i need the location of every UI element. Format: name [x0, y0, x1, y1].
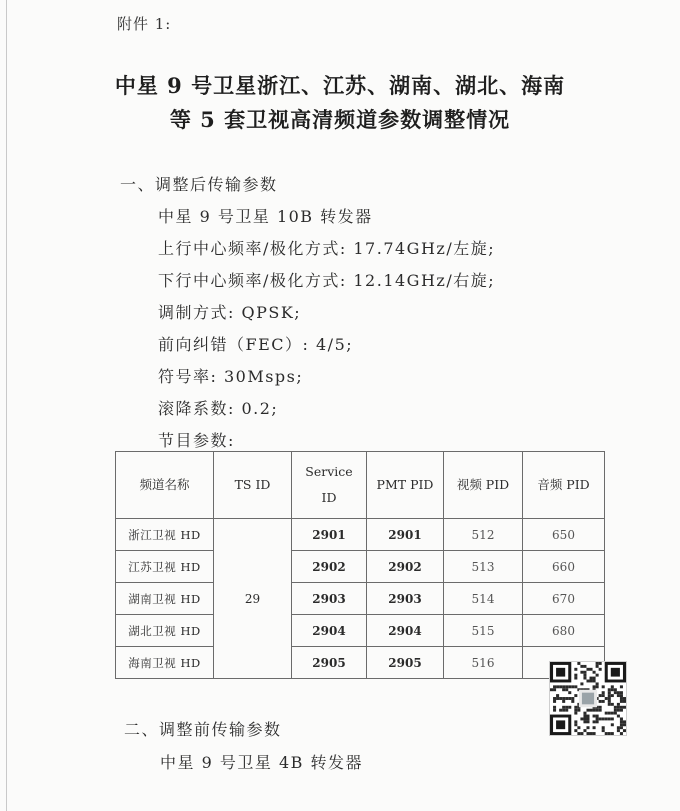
video-pid-cell: 513 — [444, 551, 523, 583]
qr-code-graphic — [550, 662, 626, 735]
channel-name-cell: 浙江卫视 HD — [116, 519, 214, 551]
service-id-cell: 2902 — [292, 551, 367, 583]
header-service-id-line2: ID — [321, 490, 337, 505]
document-title-line1: 中星 9 号卫星浙江、江苏、湖南、湖北、海南 — [114, 73, 566, 98]
header-pmt-pid: PMT PID — [367, 452, 444, 519]
audio-pid-cell: 670 — [523, 583, 605, 615]
section1-heading: 一、调整后传输参数 — [120, 175, 278, 194]
table-row — [116, 519, 605, 551]
section2-heading: 二、调整前传输参数 — [124, 720, 282, 739]
video-pid-cell: 515 — [444, 615, 523, 647]
audio-pid-cell: 660 — [523, 551, 605, 583]
fec-line: 前向纠错（FEC）: 4/5; — [158, 335, 354, 354]
service-id-cell: 2903 — [292, 583, 367, 615]
program-parameters-table — [115, 451, 605, 679]
channel-name-cell: 湖南卫视 HD — [116, 583, 214, 615]
video-pid-cell: 512 — [444, 519, 523, 551]
section2-transponder-line: 中星 9 号卫星 4B 转发器 — [160, 753, 363, 772]
channel-name-cell: 江苏卫视 HD — [116, 551, 214, 583]
ts-id-cell: 29 — [214, 519, 292, 679]
attachment-label: 附件 1: — [117, 15, 172, 33]
table-row — [116, 551, 605, 583]
table-row — [116, 647, 605, 679]
video-pid-cell: 516 — [444, 647, 523, 679]
transponder-line: 中星 9 号卫星 10B 转发器 — [158, 207, 373, 226]
service-id-cell: 2905 — [292, 647, 367, 679]
header-service-id — [292, 452, 367, 519]
channel-name-cell: 湖北卫视 HD — [116, 615, 214, 647]
service-id-cell: 2901 — [292, 519, 367, 551]
channel-name-cell: 海南卫视 HD — [116, 647, 214, 679]
pmt-pid-cell: 2903 — [367, 583, 444, 615]
uplink-line: 上行中心频率/极化方式: 17.74GHz/左旋; — [158, 239, 496, 258]
downlink-line: 下行中心频率/极化方式: 12.14GHz/右旋; — [158, 271, 496, 290]
program-params-line: 节目参数: — [158, 431, 235, 450]
service-id-cell: 2904 — [292, 615, 367, 647]
header-service-id-line1: Service — [305, 464, 353, 479]
header-video-pid: 视频 PID — [444, 452, 523, 519]
symbol-rate-line: 符号率: 30Msps; — [158, 367, 304, 386]
header-audio-pid: 音频 PID — [523, 452, 605, 519]
audio-pid-cell: 650 — [523, 519, 605, 551]
table-row — [116, 583, 605, 615]
pmt-pid-cell: 2904 — [367, 615, 444, 647]
audio-pid-cell: 680 — [523, 615, 605, 647]
pmt-pid-cell: 2905 — [367, 647, 444, 679]
header-channel-name: 频道名称 — [116, 452, 214, 519]
rolloff-line: 滚降系数: 0.2; — [158, 399, 279, 418]
table-header-row — [116, 452, 605, 519]
modulation-line: 调制方式: QPSK; — [158, 303, 302, 322]
document-title-line2: 等 5 套卫视高清频道参数调整情况 — [169, 107, 511, 132]
pmt-pid-cell: 2901 — [367, 519, 444, 551]
pmt-pid-cell: 2902 — [367, 551, 444, 583]
qr-code-icon — [549, 661, 627, 736]
video-pid-cell: 514 — [444, 583, 523, 615]
header-ts-id: TS ID — [214, 452, 292, 519]
table-row — [116, 615, 605, 647]
